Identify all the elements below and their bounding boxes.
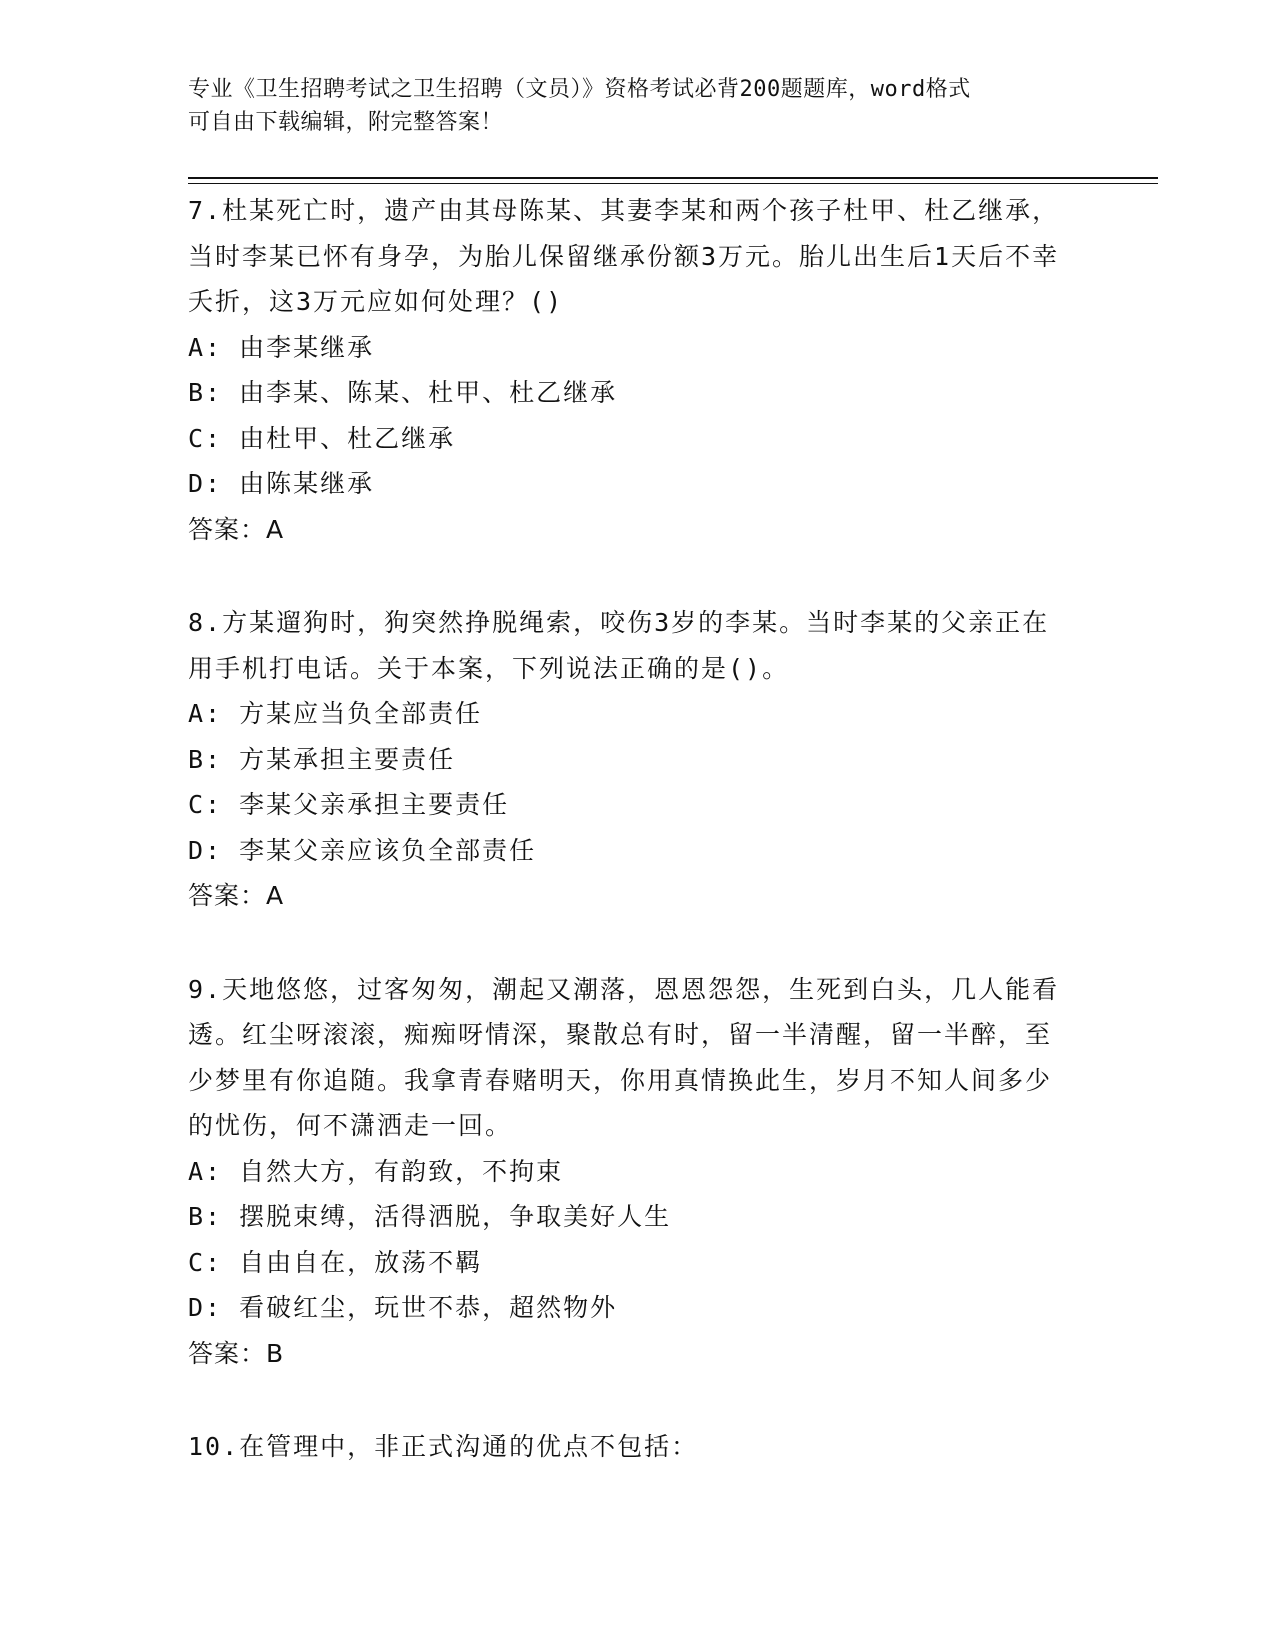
answer-line: 答案：B bbox=[188, 1338, 285, 1368]
option-b bbox=[188, 737, 1068, 783]
option-key: A: bbox=[188, 332, 223, 362]
question-list bbox=[188, 188, 1068, 1470]
option-key: D: bbox=[188, 1293, 223, 1322]
header-rule-thick bbox=[188, 177, 1158, 179]
question-9 bbox=[188, 967, 1068, 1377]
answer-line: 答案：A bbox=[188, 881, 285, 910]
option-text: 由李某继承 bbox=[239, 332, 375, 362]
option-text: 李某父亲承担主要责任 bbox=[239, 790, 510, 819]
option-key: A: bbox=[188, 1156, 223, 1186]
option-key: A: bbox=[188, 699, 223, 728]
option-key: C: bbox=[188, 1247, 223, 1277]
document-header bbox=[188, 73, 1068, 139]
question-text: 7.杜某死亡时，遗产由其母陈某、其妻李某和两个孩子杜甲、杜乙继承，当时李某已怀有身孕，为胎儿保留继承份额3万元。胎儿出生后1天后不幸夭折，这3万元应如何处理？() bbox=[188, 196, 1060, 316]
option-key: B: bbox=[188, 1202, 223, 1231]
option-d bbox=[188, 1285, 1068, 1331]
option-key: D: bbox=[188, 469, 223, 498]
option-text: 由李某、陈某、杜甲、杜乙继承 bbox=[239, 378, 618, 407]
option-c bbox=[188, 782, 1068, 828]
option-d bbox=[188, 461, 1068, 507]
option-text: 方某应当负全部责任 bbox=[239, 699, 483, 728]
option-key: B: bbox=[188, 378, 223, 407]
question-text: 9.天地悠悠，过客匆匆，潮起又潮落，恩恩怨怨，生死到白头，几人能看透。红尘呀滚滚，痴痴呀情深，聚散总有时，留一半清醒，留一半醉，至少梦里有你追随。我拿青春赌明天，你用真情换此生，岁月不知人间多少的忧伤，何不潇洒走一回。 bbox=[188, 974, 1060, 1140]
option-d bbox=[188, 828, 1068, 874]
option-text: 自由自在，放荡不羁 bbox=[239, 1247, 483, 1277]
option-text: 自然大方，有韵致，不拘束 bbox=[239, 1156, 564, 1186]
option-a bbox=[188, 325, 1068, 371]
option-key: C: bbox=[188, 423, 223, 453]
question-8 bbox=[188, 600, 1068, 919]
question-7 bbox=[188, 188, 1068, 552]
option-text: 李某父亲应该负全部责任 bbox=[239, 835, 537, 865]
header-rule-thin bbox=[188, 183, 1158, 184]
option-key: D: bbox=[188, 835, 223, 865]
option-text: 由陈某继承 bbox=[239, 469, 375, 498]
question-text: 8.方某遛狗时，狗突然挣脱绳索，咬伤3岁的李某。当时李某的父亲正在用手机打电话。关于本案，下列说法正确的是()。 bbox=[188, 608, 1050, 683]
option-c bbox=[188, 416, 1068, 462]
option-text: 由杜甲、杜乙继承 bbox=[239, 423, 456, 453]
header-line-1: 专业《卫生招聘考试之卫生招聘（文员）》资格考试必背200题题库，word格式 bbox=[188, 77, 971, 102]
option-key: B: bbox=[188, 744, 223, 774]
question-text: 10.在管理中，非正式沟通的优点不包括： bbox=[188, 1432, 699, 1461]
header-line-2: 可自由下载编辑，附完整答案！ bbox=[188, 110, 504, 135]
option-b bbox=[188, 370, 1068, 416]
option-b bbox=[188, 1194, 1068, 1240]
option-text: 方某承担主要责任 bbox=[239, 744, 456, 774]
option-a bbox=[188, 1149, 1068, 1195]
option-a bbox=[188, 691, 1068, 737]
option-key: C: bbox=[188, 790, 223, 819]
option-text: 摆脱束缚，活得洒脱，争取美好人生 bbox=[239, 1202, 672, 1231]
question-10 bbox=[188, 1424, 1068, 1470]
option-c bbox=[188, 1240, 1068, 1286]
option-text: 看破红尘，玩世不恭，超然物外 bbox=[239, 1293, 618, 1322]
answer-line: 答案：A bbox=[188, 514, 285, 544]
